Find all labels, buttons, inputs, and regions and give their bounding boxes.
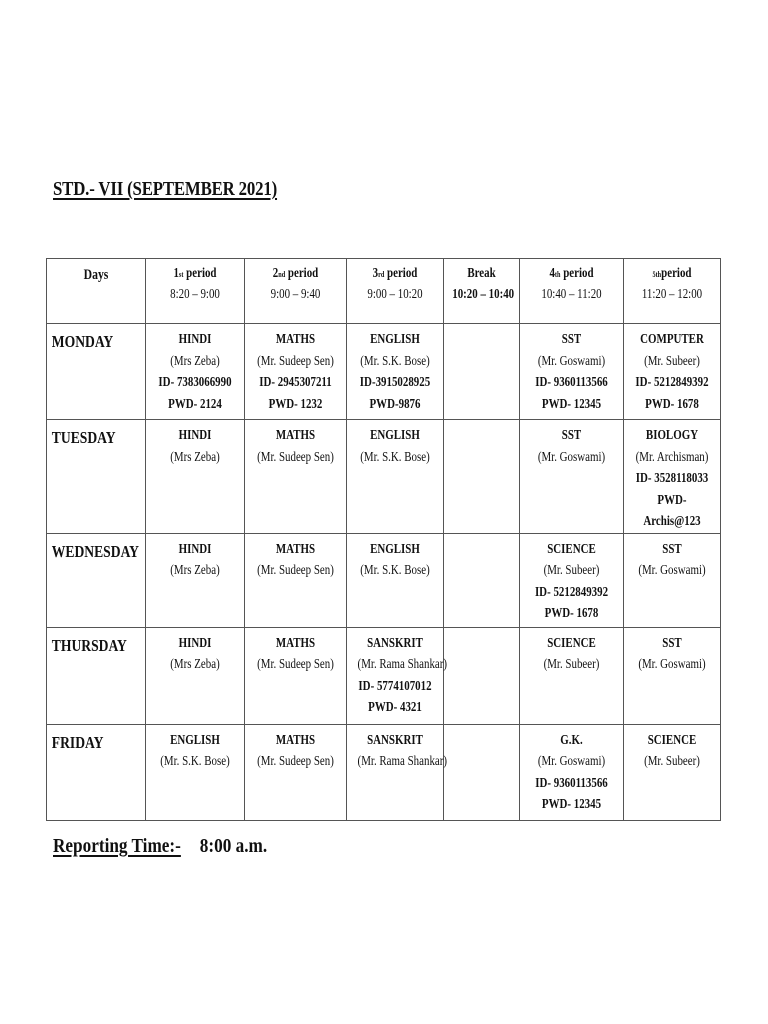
teacher: (Mr. Goswami) [537, 449, 606, 465]
subject: BIOLOGY [645, 428, 699, 443]
teacher: (Mr. S.K. Bose) [360, 563, 430, 578]
meeting-id: ID- 2945307211 [259, 375, 332, 390]
subject: ENGLISH [370, 541, 420, 557]
teacher: (Mr. Rama Shankar) [357, 754, 448, 769]
reporting-time-label: Reporting Time:- [53, 835, 181, 857]
period-cell [245, 533, 347, 627]
meeting-id: ID- 5774107012 [358, 678, 432, 694]
teacher: (Mrs Zeba) [170, 353, 220, 369]
header-break [444, 259, 520, 324]
teacher: (Mr. Archisman) [635, 449, 709, 465]
period-cell [146, 627, 245, 724]
period-cell [245, 627, 347, 724]
page-title: STD.- VII (SEPTEMBER 2021) [53, 178, 278, 200]
subject: HINDI [178, 428, 212, 443]
table-row-monday [47, 324, 721, 420]
meeting-id: ID- 5212849392 [534, 584, 609, 600]
subject: COMPUTER [640, 332, 704, 347]
header-period-5 [624, 259, 721, 324]
teacher: (Mr. Goswami) [537, 353, 606, 369]
meeting-password: PWD- 1678 [645, 396, 699, 412]
period-1-label: 1st period [173, 266, 217, 281]
break-cell [444, 533, 520, 627]
teacher: (Mr. S.K. Bose) [360, 449, 430, 465]
day-cell [47, 420, 146, 534]
subject: SST [662, 635, 682, 651]
teacher: (Mr. Sudeep Sen) [257, 353, 334, 369]
subject: HINDI [178, 635, 212, 651]
period-cell [347, 324, 444, 420]
meeting-password: PWD- 12345 [541, 797, 602, 812]
break-cell [444, 724, 520, 820]
period-cell [146, 420, 245, 534]
teacher: (Mr. Sudeep Sen) [257, 754, 334, 769]
teacher: (Mr. Subeer) [543, 563, 600, 578]
header-days-label: Days [83, 267, 109, 283]
period-5-label: $^{5th}$period [652, 266, 692, 281]
period-cell [520, 533, 624, 627]
table-row-wednesday [47, 533, 721, 627]
subject: SANSKRIT [367, 732, 423, 748]
period-cell [146, 533, 245, 627]
subject: MATHS [275, 732, 316, 748]
subject: SST [561, 428, 582, 443]
period-cell [624, 533, 721, 627]
period-cell [624, 324, 721, 420]
meeting-id: ID- 9360113566 [535, 775, 608, 791]
header-row [47, 259, 721, 324]
period-cell [245, 324, 347, 420]
break-time: 10:20 – 10:40 [452, 287, 515, 302]
period-3-label: 3rd period [372, 266, 418, 281]
period-cell [245, 420, 347, 534]
period-cell [624, 724, 721, 820]
meeting-id: ID-3915028925 [359, 375, 431, 390]
period-cell [347, 420, 444, 534]
day-cell [47, 324, 146, 420]
reporting-time-value: 8:00 a.m. [199, 835, 268, 857]
subject: HINDI [178, 541, 212, 557]
teacher: (Mr. Sudeep Sen) [257, 563, 334, 578]
break-label: Break [467, 266, 496, 281]
period-cell [245, 724, 347, 820]
subject: SCIENCE [547, 635, 596, 651]
day-cell [47, 627, 146, 724]
table-row-friday [47, 724, 721, 820]
period-cell [347, 533, 444, 627]
day-label: MONDAY [51, 332, 114, 351]
teacher: (Mr. S.K. Bose) [160, 754, 230, 769]
subject: ENGLISH [370, 332, 420, 347]
header-days [47, 259, 146, 324]
subject: G.K. [560, 732, 583, 748]
period-cell [624, 420, 721, 534]
meeting-password: PWD- 1232 [268, 396, 323, 412]
meeting-id: ID- 3528118033 [635, 471, 709, 486]
meeting-password-value: Archis@123 [643, 514, 701, 529]
period-4-time: 10:40 – 11:20 [541, 287, 602, 302]
header-period-4 [520, 259, 624, 324]
day-label: WEDNESDAY [51, 541, 139, 561]
meeting-password: PWD- 12345 [541, 396, 602, 412]
teacher: (Mr. Sudeep Sen) [257, 449, 334, 465]
table-row-tuesday [47, 420, 721, 534]
teacher: (Mr. Subeer) [543, 657, 600, 672]
subject: SCIENCE [647, 732, 697, 748]
day-cell [47, 533, 146, 627]
period-cell [347, 627, 448, 724]
period-cell [146, 324, 245, 420]
reporting-time [53, 835, 267, 858]
subject: SANSKRIT [367, 635, 423, 651]
period-2-time: 9:00 – 9:40 [270, 287, 321, 302]
period-cell [520, 627, 624, 724]
subject: SST [561, 332, 582, 347]
period-5-time: 11:20 – 12:00 [641, 287, 703, 302]
teacher: (Mr. S.K. Bose) [360, 353, 430, 369]
subject: SCIENCE [547, 541, 596, 557]
timetable [46, 258, 721, 821]
subject: MATHS [275, 635, 316, 651]
period-cell [347, 724, 448, 820]
meeting-id: ID- 5212849392 [635, 375, 709, 390]
subject: ENGLISH [170, 732, 220, 748]
period-1-time: 8:20 – 9:00 [170, 287, 220, 302]
day-cell [47, 724, 146, 820]
subject: MATHS [275, 428, 316, 443]
break-cell [444, 420, 520, 534]
period-cell [624, 627, 721, 724]
period-cell [520, 420, 624, 534]
meeting-id: ID- 9360113566 [535, 375, 608, 390]
teacher: (Mr. Subeer) [644, 754, 700, 769]
table-row-thursday [47, 627, 721, 724]
teacher: (Mr. Goswami) [638, 657, 706, 672]
day-label: TUESDAY [51, 428, 116, 447]
meeting-password: PWD- 2124 [168, 396, 222, 412]
day-label: THURSDAY [51, 635, 127, 655]
header-period-3 [347, 259, 444, 324]
subject: ENGLISH [370, 428, 420, 443]
header-period-2 [245, 259, 347, 324]
teacher: (Mr. Sudeep Sen) [257, 657, 334, 672]
header-period-1 [146, 259, 245, 324]
subject: HINDI [178, 332, 212, 347]
meeting-password: PWD- 1678 [544, 606, 599, 621]
day-label: FRIDAY [51, 732, 104, 752]
meeting-password: PWD- [657, 492, 687, 508]
meeting-password: PWD-9876 [369, 396, 421, 412]
teacher: (Mr. Goswami) [537, 754, 606, 769]
period-cell [520, 324, 624, 420]
period-cell [520, 724, 624, 820]
period-4-label: 4th period [549, 266, 594, 281]
period-cell [146, 724, 245, 820]
teacher: (Mrs Zeba) [170, 563, 220, 578]
teacher: (Mr. Subeer) [644, 353, 700, 369]
meeting-id: ID- 7383066990 [158, 375, 232, 390]
subject: MATHS [275, 541, 316, 557]
subject: MATHS [275, 332, 316, 347]
teacher: (Mr. Rama Shankar) [357, 657, 448, 672]
teacher: (Mr. Goswami) [638, 563, 706, 578]
subject: SST [662, 541, 682, 557]
break-cell [444, 627, 520, 724]
teacher: (Mrs Zeba) [170, 449, 220, 465]
period-3-time: 9:00 – 10:20 [367, 287, 423, 302]
break-cell [444, 324, 520, 420]
teacher: (Mrs Zeba) [170, 657, 220, 672]
period-2-label: 2nd period [272, 266, 319, 281]
meeting-password: PWD- 4321 [368, 700, 422, 715]
